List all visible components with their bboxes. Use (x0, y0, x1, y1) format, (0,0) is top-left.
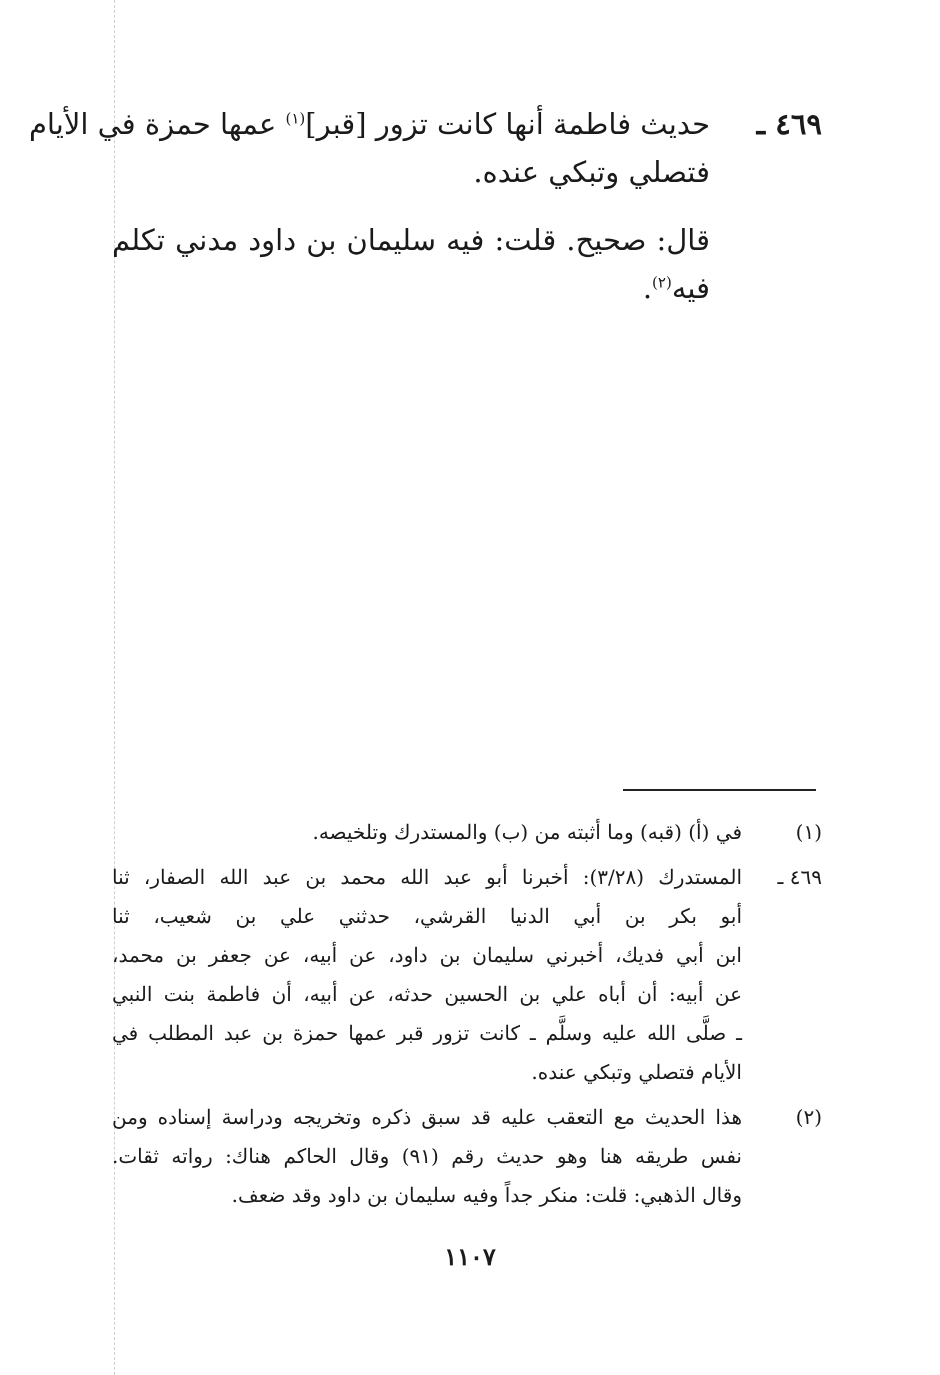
footnotes (112, 813, 822, 1215)
footnote-label: (٢) (795, 1105, 822, 1129)
entry-line-4 (112, 264, 710, 312)
footnote-line: أبو بكر بن أبي الدنيا القرشي، حدثني علي بن شعيب، ثنا (112, 904, 742, 928)
footnote-line: الأيام فتصلي وتبكي عنده. (531, 1060, 742, 1084)
entry-line-1-text: حديث فاطمة أنها كانت تزور [قبر] (305, 107, 710, 141)
footnote-line: ابن أبي فديك، أخبرني سليمان بن داود، عن أبيه، عن جعفر بن محمد، (112, 943, 742, 967)
footnote-line: المستدرك (٣/٢٨): أخبرنا أبو عبد الله محمد بن عبد الله الصفار، ثنا (112, 865, 743, 889)
footnote-separator (623, 789, 816, 791)
footnote-1 (112, 813, 822, 852)
entry-line-1-rest: عمها حمزة في الأيام (28, 107, 286, 141)
page-number: ١١٠٧ (444, 1242, 496, 1271)
footnote-ref-1[interactable]: (١) (285, 109, 306, 128)
hadith-entry-469 (28, 100, 822, 312)
footnote-2 (112, 1098, 822, 1215)
main-text (28, 100, 822, 312)
footnote-line: في (أ) (قبه) وما أثبته من (ب) والمستدرك وتلخيصه. (312, 820, 742, 844)
footnote-label: ٤٦٩ ـ (777, 865, 822, 889)
entry-line-1 (28, 100, 710, 148)
footnote-line: هذا الحديث مع التعقب عليه قد سبق ذكره وتخريجه ودراسة إسناده ومن (112, 1105, 742, 1129)
footnote-line: ـ صلَّى الله عليه وسلَّم ـ كانت تزور قبر عمها حمزة بن عبد المطلب في (112, 1021, 742, 1045)
footnote-line: عن أبيه: أن أباه علي بن الحسين حدثه، عن أبيه، أن فاطمة بنت النبي (112, 982, 742, 1006)
entry-number: ٤٦٩ ـ (756, 107, 822, 141)
footnote-label: (١) (795, 820, 822, 844)
entry-line-2: فتصلي وتبكي عنده. (473, 155, 710, 189)
entry-line-4-end: . (642, 271, 653, 305)
entry-line-4-text: فيه (671, 271, 710, 305)
entry-line-3: قال: صحيح. قلت: فيه سليمان بن داود مدني تكلم (112, 223, 710, 257)
footnote-line: نفس طريقه هنا وهو حديث رقم (٩١) وقال الحاكم هناك: رواته ثقات. (112, 1144, 743, 1168)
footnote-ref-2[interactable]: (٢) (652, 273, 672, 292)
footnote-469 (112, 858, 822, 1092)
footnote-line: وقال الذهبي: قلت: منكر جداً وفيه سليمان بن داود وقد ضعف. (231, 1183, 742, 1207)
